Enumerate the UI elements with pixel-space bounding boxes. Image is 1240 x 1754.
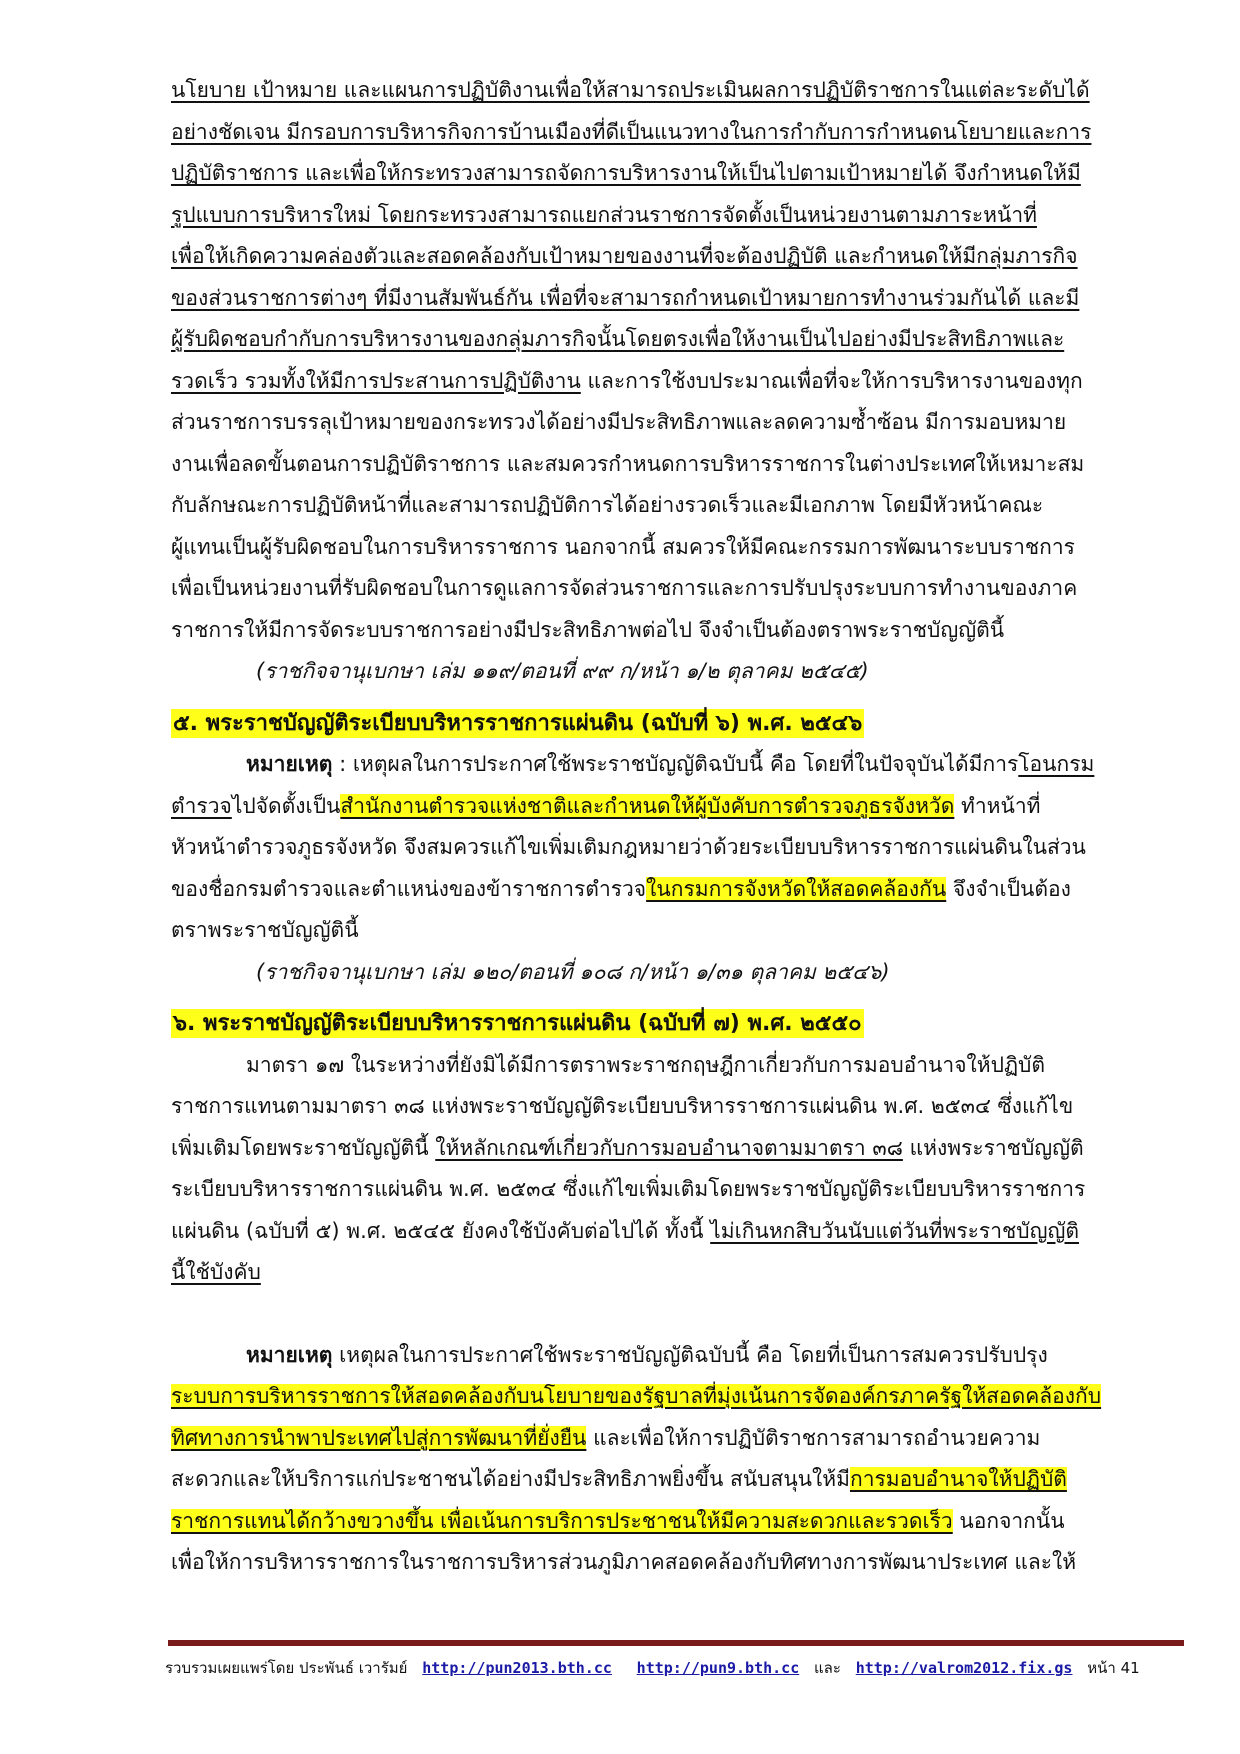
text-line: ปฏิบัติราชการ และเพื่อให้กระทรวงสามารถจัดการบริหารงานให้เป็นไปตามเป้าหมายได้ จึงกำหนดให้มี [171, 161, 1081, 185]
text-line: ตราพระราชบัญญัตินี้ [171, 918, 359, 942]
plain-text: สะดวกและให้บริการแก่ประชาชนได้อย่างมีประสิทธิภาพยิ่งขึ้น สนับสนุนให้มี [171, 1467, 850, 1491]
text-line: นโยบาย เป้าหมาย และแผนการปฏิบัติงานเพื่อให้สามารถประเมินผลการปฏิบัติราชการในแต่ละระดับได้ [171, 78, 1090, 102]
text-line: ราชการให้มีการจัดระบบราชการอย่างมีประสิทธิภาพต่อไป จึงจำเป็นต้องตราพระราชบัญญัตินี้ [171, 617, 1005, 642]
text-line [171, 361, 1181, 403]
text-line [171, 869, 1181, 911]
footer-link-pun9[interactable]: http://pun9.bth.cc [636, 1659, 800, 1677]
highlighted-text: ราชการแทนได้กว้างขวางขึ้น เพื่อเน้นการบริการประชาชนให้มีความสะดวกและรวดเร็ว [171, 1508, 953, 1533]
note-label: หมายเหตุ [246, 752, 333, 776]
highlighted-text: ในกรมการจังหวัดให้สอดคล้องกัน [646, 876, 947, 901]
plain-text: จึงจำเป็นต้อง [946, 876, 1071, 901]
text-line [171, 1501, 1181, 1543]
text-line: หัวหน้าตำรวจภูธรจังหวัด จึงสมควรแก้ไขเพิ่มเติมกฎหมายว่าด้วยระเบียบบริหารราชการแผ่นดินในส่วน [171, 835, 1086, 859]
footer-divider [168, 1640, 1184, 1646]
text-line [171, 1211, 1181, 1253]
plain-text: แผ่นดิน (ฉบับที่ ๕) พ.ศ. ๒๕๔๕ ยังคงใช้บังคับต่อไปได้ ทั้งนี้ [171, 1218, 711, 1243]
text-line: รูปแบบการบริหารใหม่ โดยกระทรวงสามารถแยกส่วนราชการจัดตั้งเป็นหน่วยงานตามภาระหน้าที่ [171, 202, 1037, 227]
plain-text: นอกจากนั้น [952, 1508, 1065, 1533]
gazette-reference: (ราชกิจจานุเบกษา เล่ม ๑๑๙/ตอนที่ ๙๙ ก/หน้า ๑/๒ ตุลาคม ๒๕๔๕) [256, 659, 869, 683]
text-line: มาตรา ๑๗ ในระหว่างที่ยังมิได้มีการตราพระราชกฤษฎีกาเกี่ยวกับการมอบอำนาจให้ปฏิบัติ [246, 1052, 1046, 1077]
plain-text: ของชื่อกรมตำรวจและตำแหน่งของข้าราชการตำรวจ [171, 876, 647, 901]
heading-highlight: ๖. พระราชบัญญัติระเบียบบริหารราชการแผ่นดิน (ฉบับที่ ๗) พ.ศ. ๒๕๕๐ [173, 1011, 862, 1036]
text-line [171, 786, 1181, 828]
text-line: ส่วนราชการบรรลุเป้าหมายของกระทรวงได้อย่างมีประสิทธิภาพและลดความซ้ำซ้อน มีการมอบหมาย [171, 410, 1067, 434]
text-line [171, 1335, 1181, 1377]
plain-text: เหตุผลในการประกาศใช้พระราชบัญญัติฉบับนี้ คือ โดยที่เป็นการสมควรปรับปรุง [332, 1342, 1048, 1367]
underlined-text: นี้ใช้บังคับ [171, 1260, 261, 1284]
footer-link-pun2013[interactable]: http://pun2013.bth.cc [422, 1659, 612, 1677]
text-line: ผู้รับผิดชอบกำกับการบริหารงานของกลุ่มภารกิจนั้นโดยตรงเพื่อให้งานเป็นไปอย่างมีประสิทธิภาพและ [171, 327, 1065, 351]
plain-text: ไปจัดตั้งเป็น [231, 793, 341, 818]
text-line: ผู้แทนเป็นผู้รับผิดชอบในการบริหารราชการ นอกจากนี้ สมควรให้มีคณะกรรมการพัฒนาระบบราชการ [171, 534, 1075, 559]
highlighted-text: ระบบการบริหารราชการให้สอดคล้องกับนโยบายของรัฐบาลที่มุ่งเน้นการจัดองค์กรภาครัฐให้สอดคล้องกับ [171, 1384, 1102, 1408]
highlighted-text: การมอบอำนาจให้ปฏิบัติ [849, 1467, 1067, 1491]
text-line [171, 1252, 1181, 1294]
underlined-text: โอนกรม [1018, 752, 1095, 776]
plain-text: : เหตุผลในการประกาศใช้พระราชบัญญัติฉบับนี้ คือ โดยที่ในปัจจุบันได้มีการ [332, 752, 1019, 776]
text-line [171, 1459, 1181, 1501]
underlined-text: รวดเร็ว รวมทั้งให้มีการประสานการปฏิบัติงาน [171, 368, 581, 393]
text-line: งานเพื่อลดขั้นตอนการปฏิบัติราชการ และสมควรกำหนดการบริหารราชการในต่างประเทศให้เหมาะสม [171, 451, 1085, 476]
section-heading [171, 703, 1181, 745]
underlined-text: ตำรวจ [171, 793, 232, 818]
plain-text: ทำหน้าที่ [954, 793, 1041, 818]
text-line: เพื่อให้เกิดความคล่องตัวและสอดคล้องกับเป้าหมายของงานที่จะต้องปฏิบัติ และกำหนดให้มีกลุ่มภารกิจ [171, 244, 1078, 268]
text-line: ของส่วนราชการต่างๆ ที่มีงานสัมพันธ์กัน เพื่อที่จะสามารถกำหนดเป้าหมายการทำงานร่วมกันได้ และมี [171, 285, 1080, 310]
heading-highlight: ๕. พระราชบัญญัติระเบียบบริหารราชการแผ่นดิน (ฉบับที่ ๖) พ.ศ. ๒๕๔๖ [173, 710, 863, 736]
underlined-text: ไม่เกินหกสิบวันนับแต่วันที่พระราชบัญญัติ [710, 1218, 1080, 1243]
text-line: ราชการแทนตามมาตรา ๓๘ แห่งพระราชบัญญัติระเบียบบริหารราชการแผ่นดิน พ.ศ. ๒๕๓๔ ซึ่งแก้ไข [171, 1094, 1074, 1118]
text-line: เพื่อให้การบริหารราชการในราชการบริหารส่วนภูมิภาคสอดคล้องกับทิศทางการพัฒนาประเทศ และให้ [171, 1550, 1077, 1574]
document-body [171, 70, 1181, 1584]
note-label: หมายเหตุ [246, 1342, 333, 1367]
underlined-text: ให้หลักเกณฑ์เกี่ยวกับการมอบอำนาจตามมาตรา ๓๘ [435, 1135, 903, 1160]
page-footer [165, 1656, 1185, 1680]
text-line: อย่างชัดเจน มีกรอบการบริหารกิจการบ้านเมืองที่ดีเป็นแนวทางในการกำกับการกำหนดนโยบายและการ [171, 119, 1092, 144]
plain-text: และการใช้งบประมาณเพื่อที่จะให้การบริหารงานของทุก [580, 368, 1083, 393]
page-number: 41 [1120, 1659, 1140, 1677]
section-heading [171, 1003, 1181, 1045]
footer-credit: รวบรวมเผยแพร่โดย ประพันธ์ เวารัมย์ [165, 1659, 408, 1677]
plain-text: และเพื่อให้การปฏิบัติราชการสามารถอำนวยความ [586, 1425, 1041, 1450]
text-line [171, 1128, 1181, 1170]
highlighted-text: ทิศทางการนำพาประเทศไปสู่การพัฒนาที่ยั่งยืน [171, 1425, 587, 1450]
paragraph-gap [171, 1294, 1181, 1335]
highlighted-text: สำนักงานตำรวจแห่งชาติและกำหนดให้ผู้บังคับการตำรวจภูธรจังหวัด [340, 793, 955, 818]
gazette-reference: (ราชกิจจานุเบกษา เล่ม ๑๒๐/ตอนที่ ๑๐๘ ก/หน้า ๑/๓๑ ตุลาคม ๒๕๔๖) [256, 959, 890, 984]
text-line: เพื่อเป็นหน่วยงานที่รับผิดชอบในการดูแลการจัดส่วนราชการและการปรับปรุงระบบการทำงานของภาค [171, 576, 1078, 600]
text-line: ระเบียบบริหารราชการแผ่นดิน พ.ศ. ๒๕๓๔ ซึ่งแก้ไขเพิ่มเติมโดยพระราชบัญญัติระเบียบบริหารราชการ [171, 1177, 1086, 1201]
page-label: หน้า [1087, 1659, 1116, 1677]
footer-and: และ [814, 1659, 841, 1677]
text-line [171, 1376, 1181, 1418]
plain-text: เพิ่มเติมโดยพระราชบัญญัตินี้ [171, 1135, 436, 1160]
text-line [171, 744, 1181, 786]
text-line: กับลักษณะการปฏิบัติหน้าที่และสามารถปฏิบัติการได้อย่างรวดเร็วและมีเอกภาพ โดยมีหัวหน้าคณะ [171, 493, 1044, 517]
plain-text: แห่งพระราชบัญญัติ [902, 1135, 1084, 1160]
text-line [171, 1418, 1181, 1460]
footer-link-valrom2012[interactable]: http://valrom2012.fix.gs [855, 1659, 1073, 1677]
